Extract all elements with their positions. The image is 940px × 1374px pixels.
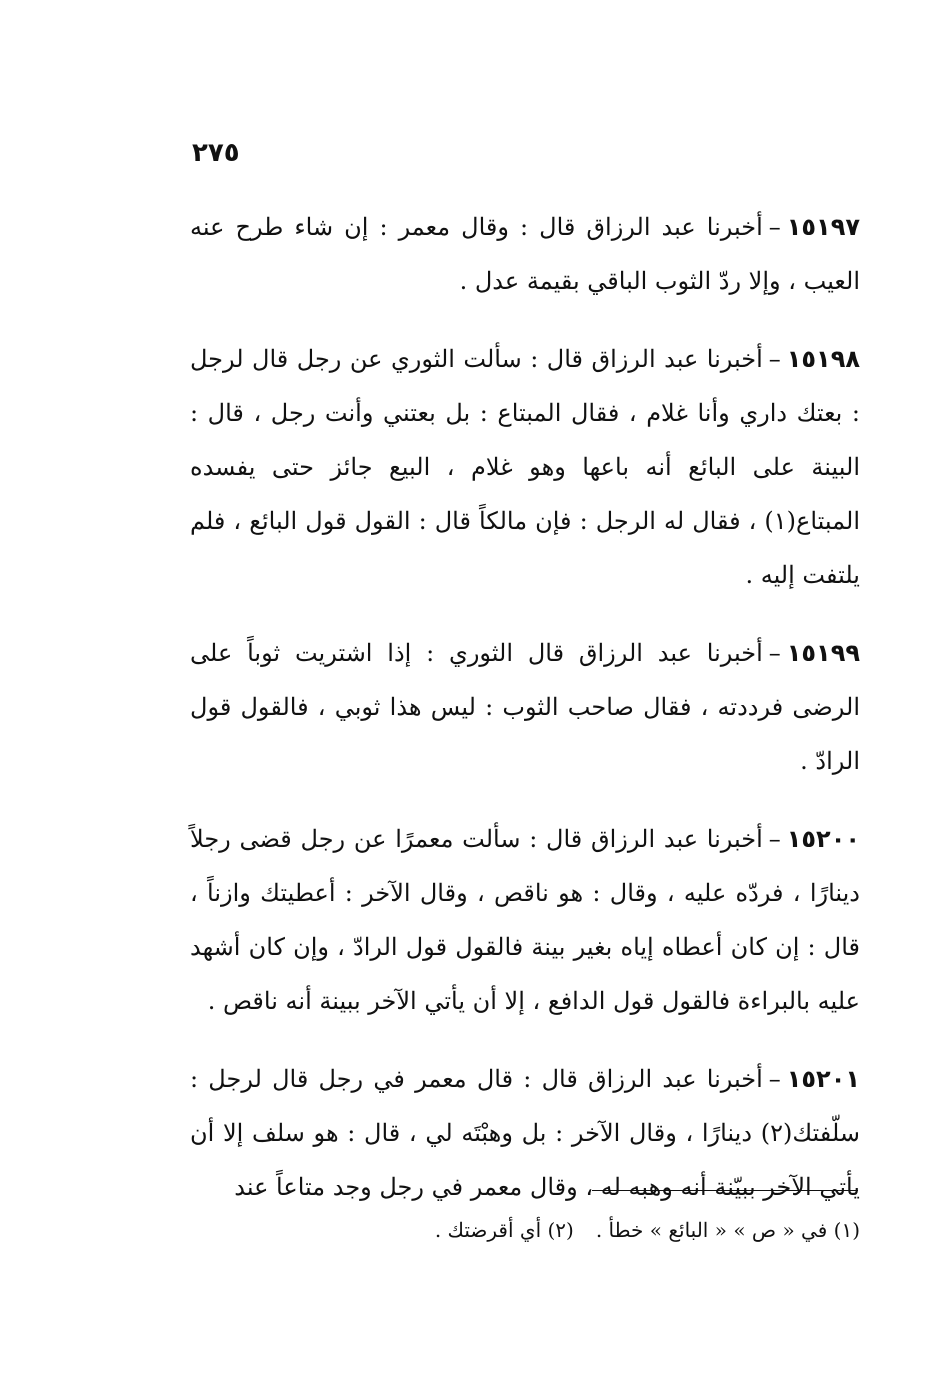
entry-dash: –: [768, 213, 781, 241]
entry-text: أخبرنا عبد الرزاق قال : قال معمر في رجل قال لرجل : سلّفتك(٢) دينارًا ، وقال الآخر : بل وهبْتَه لي ، قال : هو سلف إلا أن يأتي الآخر ببيّنة أنه وهبه له ، وقال معمر في رجل وجد متاعاً عند: [190, 1065, 860, 1201]
entry-number: ١٥١٩٨: [786, 345, 860, 373]
footnotes: [300, 1210, 860, 1250]
entry-text: أخبرنا عبد الرزاق قال : وقال معمر : إن شاء طرح عنه العيب ، وإلا ردّ الثوب الباقي بقيمة عدل .: [190, 213, 860, 295]
hadith-entry-15199: [190, 626, 860, 788]
entry-text: أخبرنا عبد الرزاق قال : سألت معمرًا عن رجل قضى رجلاً دينارًا ، فردّه عليه ، وقال : هو ناقص ، وقال الآخر : أعطيتك وازناً ، قال : إن كان أعطاه إياه بغير بينة فالقول قول الرادّ ، وإن كان أشهد عليه بالبراءة فالقول قول الدافع ، إلا أن يأتي الآخر ببينة أنه ناقص .: [190, 825, 860, 1015]
entry-number: ١٥١٩٧: [786, 213, 860, 241]
hadith-entry-15198: [190, 332, 860, 602]
entry-dash: –: [768, 825, 781, 853]
entry-dash: –: [768, 1065, 781, 1093]
hadith-entry-15200: [190, 812, 860, 1028]
entry-dash: –: [768, 345, 781, 373]
footnote-1: (١) في « ص » « البائع » خطأ .: [595, 1218, 860, 1242]
footnote-2: (٢) أي أقرضتك .: [434, 1218, 574, 1242]
entry-text: أخبرنا عبد الرزاق قال الثوري : إذا اشتريت ثوباً على الرضى فرددته ، فقال صاحب الثوب : ليس هذا ثوبي ، فالقول قول الرادّ .: [190, 639, 860, 775]
footnote-divider: [592, 1190, 858, 1191]
hadith-entry-15197: [190, 200, 860, 308]
main-text: [190, 200, 860, 1238]
entry-text: أخبرنا عبد الرزاق قال : سألت الثوري عن رجل قال لرجل : بعتك داري وأنا غلام ، فقال المبتاع : بل بعتني وأنت رجل ، قال : البينة على البائع أنه باعها وهو غلام ، البيع جائز حتى يفسده المبتاع(١) ، فقال له الرجل : فإن مالكاً قال : القول قول البائع ، فلم يلتفت إليه .: [190, 345, 860, 589]
page-number: ٢٧٥: [192, 138, 240, 168]
entry-number: ١٥٢٠١: [786, 1065, 860, 1093]
entry-dash: –: [768, 639, 781, 667]
entry-number: ١٥٢٠٠: [786, 825, 860, 853]
entry-number: ١٥١٩٩: [786, 639, 860, 667]
